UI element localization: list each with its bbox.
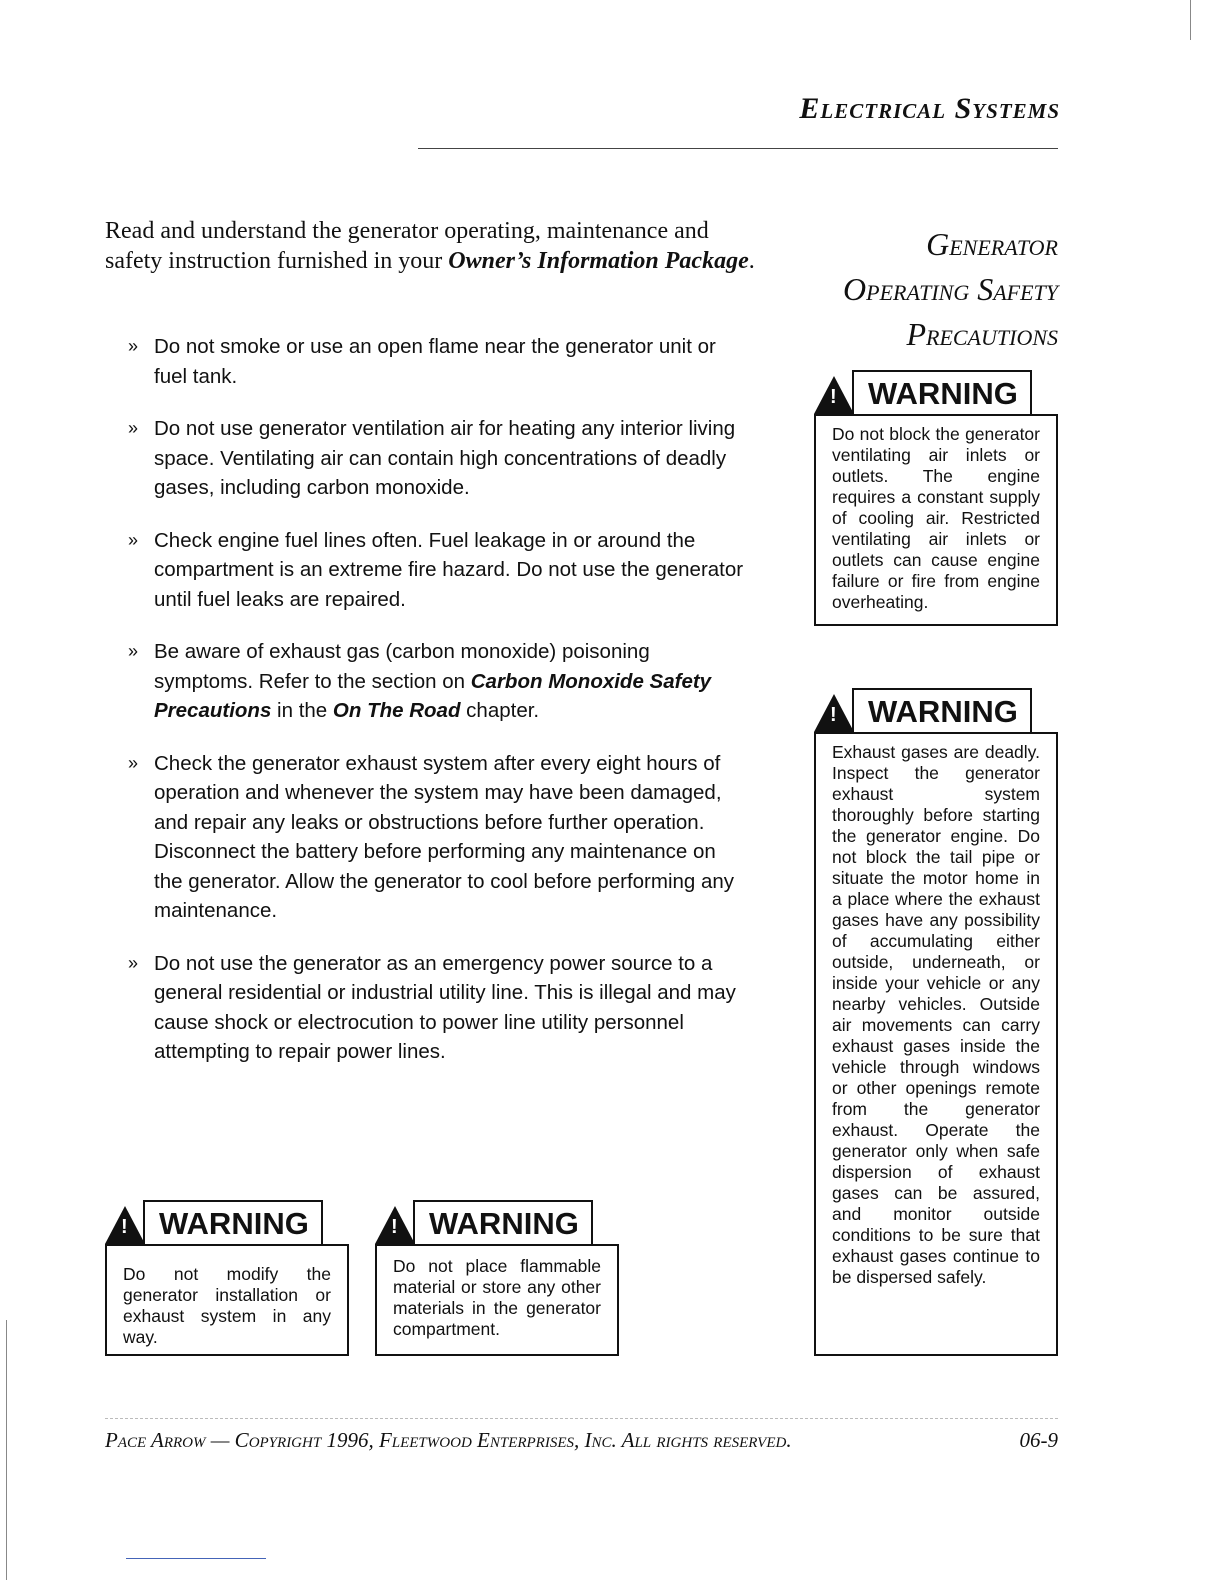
footer-rule <box>105 1418 1058 1419</box>
list-item <box>128 749 748 926</box>
bullet-arrow-icon: » <box>128 529 139 550</box>
warning-label <box>375 1200 593 1244</box>
warning-triangle-icon <box>375 1206 415 1244</box>
list-item <box>128 949 748 1067</box>
warning-body: Do not block the generator ventilating air inlets or outlets. The engine requires a constant supply of cooling air. Restricted ventilating air inlets or outlets can cause engine failure or fire from engine overheating. <box>814 414 1058 626</box>
warning-glyph: ! <box>830 386 837 408</box>
warning-glyph: ! <box>391 1216 398 1238</box>
bullet-text: Do not use generator ventilation air for heating any interior living space. Ventilating air can contain high concentrations of deadly gases, including carbon monoxide. <box>154 417 736 499</box>
list-item <box>128 526 748 615</box>
footer-copyright: Pace Arrow — Copyright 1996, Fleetwood Enterprises, Inc. All rights reserved. <box>105 1428 792 1452</box>
warning-label <box>814 370 1032 414</box>
warning-body: Do not place flammable material or store any other materials in the generator compartment. <box>375 1244 619 1356</box>
warning-box-exhaust <box>814 688 1058 1356</box>
bullet-arrow-icon: » <box>128 952 139 973</box>
warning-body: Do not modify the generator installation or exhaust system in any way. <box>105 1244 349 1356</box>
bullet-text: Check engine fuel lines often. Fuel leakage in or around the compartment is an extreme fire hazard. Do not use the generator until fuel leaks are repaired. <box>154 528 744 611</box>
bullet-text: chapter. <box>460 699 540 722</box>
warning-word: WARNING <box>143 1200 323 1244</box>
scan-corner-mark <box>1190 0 1213 40</box>
side-title-line: Precautions <box>906 316 1058 352</box>
warning-box-modify <box>105 1200 349 1356</box>
warning-glyph: ! <box>121 1216 128 1238</box>
side-title-line: Generator <box>926 226 1058 262</box>
bullet-emphasis: Carbon Monoxide Safety Precautions <box>154 669 712 722</box>
warning-triangle-icon <box>814 376 854 414</box>
warning-triangle-icon <box>814 694 854 732</box>
intro-text: Read and understand the generator operating, maintenance and safety instruction furnished in your <box>105 218 709 274</box>
list-item <box>128 414 748 503</box>
safety-bullet-list <box>128 332 748 1090</box>
warning-word: WARNING <box>413 1200 593 1244</box>
scan-edge-line <box>6 1320 7 1580</box>
warning-box-flammable <box>375 1200 619 1356</box>
page-header-title: Electrical Systems <box>799 92 1060 125</box>
warning-word: WARNING <box>852 688 1032 732</box>
bullet-text: Do not use the generator as an emergency power source to a general residential or industrial utility line. This is illegal and may cause shock or electrocution to power line utility personnel attempting to repair power lines. <box>154 951 736 1063</box>
warning-box-ventilation <box>814 370 1058 626</box>
warning-body: Exhaust gases are deadly. Inspect the generator exhaust system thoroughly before starting the generator engine. Do not block the tail pipe or situate the motor home in a place where the exhaust gases have any possibility of accumulating either outside, underneath, or inside your vehicle or any nearby vehicles. Outside air movements can carry exhaust gases inside the vehicle through windows or other openings remote from the generator exhaust. Operate the generator only when safe dispersion of exhaust gases can be assured, and monitor outside conditions to be sure that exhaust gases continue to be dispersed safely. <box>814 732 1058 1356</box>
list-item <box>128 637 748 726</box>
warning-label <box>105 1200 323 1244</box>
intro-paragraph <box>105 216 765 276</box>
intro-end: . <box>748 248 755 274</box>
page-footer <box>105 1428 1058 1453</box>
warning-word: WARNING <box>852 370 1032 414</box>
page-number: 06-9 <box>1019 1428 1058 1452</box>
bullet-emphasis: On The Road <box>332 699 461 722</box>
bullet-text: Do not smoke or use an open flame near the generator unit or fuel tank. <box>154 335 716 388</box>
bullet-arrow-icon: » <box>128 752 139 773</box>
header-rule <box>418 148 1058 149</box>
bullet-text: in the <box>271 699 333 722</box>
side-title-line: Operating Safety <box>843 271 1058 307</box>
warning-glyph: ! <box>830 704 837 726</box>
intro-emphasis: Owner’s Information Package <box>448 248 749 274</box>
bullet-arrow-icon: » <box>128 641 139 661</box>
section-side-title <box>790 222 1058 357</box>
list-item <box>128 332 748 391</box>
bullet-arrow-icon: » <box>128 336 139 356</box>
bullet-text: Be aware of exhaust gas (carbon monoxide) poisoning symptoms. Refer to the section on <box>154 640 650 693</box>
bullet-text: Check the generator exhaust system after every eight hours of operation and whenever the system may have been damaged, and repair any leaks or obstructions before further operation. Disconnect the battery before performing any maintenance on the generator. Allow the generator to cool before performing any maintenance. <box>154 751 735 922</box>
warning-label <box>814 688 1032 732</box>
scan-mark-line <box>126 1558 266 1559</box>
bullet-arrow-icon: » <box>128 418 139 438</box>
warning-triangle-icon <box>105 1206 145 1244</box>
